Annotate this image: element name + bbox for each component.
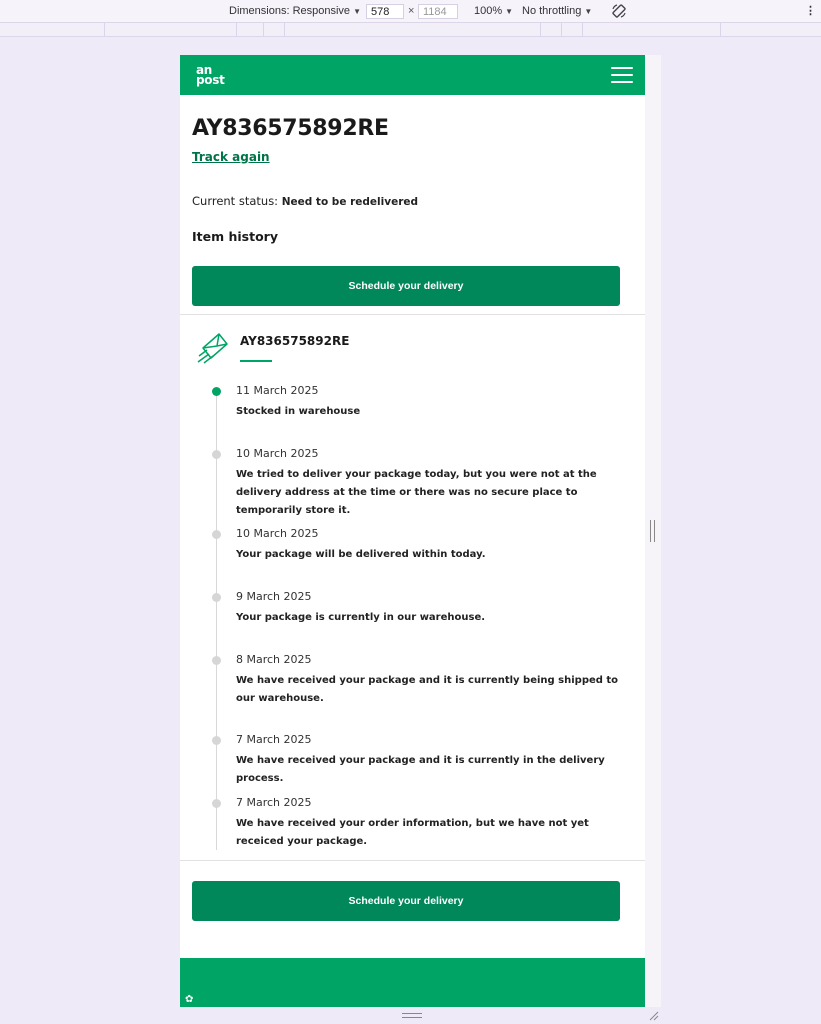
status-dot xyxy=(212,736,221,745)
history-title xyxy=(240,334,349,362)
rotate-icon[interactable] xyxy=(611,3,627,19)
devtools-toolbar xyxy=(0,0,821,23)
event-date: 10 March 2025 xyxy=(236,447,319,460)
throttling-dropdown[interactable] xyxy=(522,5,592,17)
divider xyxy=(180,314,645,315)
event-date: 10 March 2025 xyxy=(236,527,319,540)
schedule-delivery-button-bottom[interactable]: Schedule your delivery xyxy=(192,881,620,921)
event-description: We have received your package and it is currently being shipped to our warehouse. xyxy=(236,675,619,704)
title-underline xyxy=(240,360,272,362)
divider xyxy=(180,860,645,861)
timeline-event xyxy=(204,447,620,520)
item-history-panel xyxy=(180,330,645,847)
tracking-summary xyxy=(180,116,645,306)
zoom-dropdown[interactable] xyxy=(474,5,513,17)
chevron-down-icon: ▼ xyxy=(353,6,361,16)
status-dot xyxy=(212,530,221,539)
device-viewport xyxy=(180,55,645,1007)
site-footer xyxy=(180,958,645,1007)
event-date: 11 March 2025 xyxy=(236,384,319,397)
dimensions-label: Dimensions: Responsive xyxy=(229,5,351,17)
event-date: 7 March 2025 xyxy=(236,796,312,809)
history-tracking-number: AY836575892RE xyxy=(240,334,350,348)
chevron-down-icon: ▼ xyxy=(584,6,593,16)
status-dot xyxy=(212,656,221,665)
event-date: 9 March 2025 xyxy=(236,590,312,603)
logo-line-2: post xyxy=(196,73,225,87)
status-dot xyxy=(212,799,221,808)
event-date: 8 March 2025 xyxy=(236,653,312,666)
event-description: We have received your package and it is currently in the delivery process. xyxy=(236,755,605,784)
timeline-event xyxy=(204,384,620,421)
item-history-heading: Item history xyxy=(192,229,278,244)
hamburger-icon[interactable] xyxy=(611,67,633,83)
kebab-menu-icon[interactable]: ⋮ xyxy=(805,5,816,17)
timeline-event xyxy=(204,653,620,708)
event-description: Your package will be delivered within today. xyxy=(236,549,486,560)
event-description: We tried to deliver your package today, but you were not at the delivery address at the time or there was no secure place to temporarily store it. xyxy=(236,469,597,516)
schedule-delivery-button[interactable]: Schedule your delivery xyxy=(192,266,620,306)
status-dot xyxy=(212,450,221,459)
timeline-event xyxy=(204,796,620,851)
chevron-down-icon: ▼ xyxy=(505,6,514,16)
logo-line-1: an xyxy=(196,63,213,77)
track-again-link[interactable]: Track again xyxy=(192,150,270,164)
active-status-dot xyxy=(212,387,221,396)
media-query-ruler xyxy=(0,23,821,37)
status-value: Need to be redelivered xyxy=(281,196,419,208)
envelope-icon xyxy=(195,330,231,366)
timeline-event xyxy=(204,590,620,627)
event-date: 7 March 2025 xyxy=(236,733,312,746)
event-description: Stocked in warehouse xyxy=(236,406,361,417)
status-dot xyxy=(212,593,221,602)
timeline-event xyxy=(204,527,620,564)
zoom-label: 100% xyxy=(474,5,503,17)
resize-corner-icon[interactable] xyxy=(647,1009,659,1021)
an-post-logo[interactable] xyxy=(196,65,225,85)
current-status xyxy=(192,194,633,208)
event-description: Your package is currently in our warehouse. xyxy=(236,612,486,623)
resize-handle-bottom[interactable] xyxy=(402,1013,422,1018)
gear-icon[interactable]: ✿ xyxy=(185,994,194,1005)
times-sign: × xyxy=(408,5,415,17)
event-description: We have received your order information, but we have not yet receiced your package. xyxy=(236,818,589,847)
height-input[interactable] xyxy=(418,4,458,19)
tracking-number: AY836575892RE xyxy=(192,116,389,141)
resize-handle-right[interactable] xyxy=(650,520,655,542)
history-header xyxy=(192,330,633,366)
timeline-event xyxy=(204,733,620,788)
dimensions-dropdown[interactable] xyxy=(229,5,361,17)
status-label: Current status: xyxy=(192,194,279,208)
throttling-label: No throttling xyxy=(522,5,582,17)
width-input[interactable] xyxy=(366,4,404,19)
site-header xyxy=(180,55,645,95)
